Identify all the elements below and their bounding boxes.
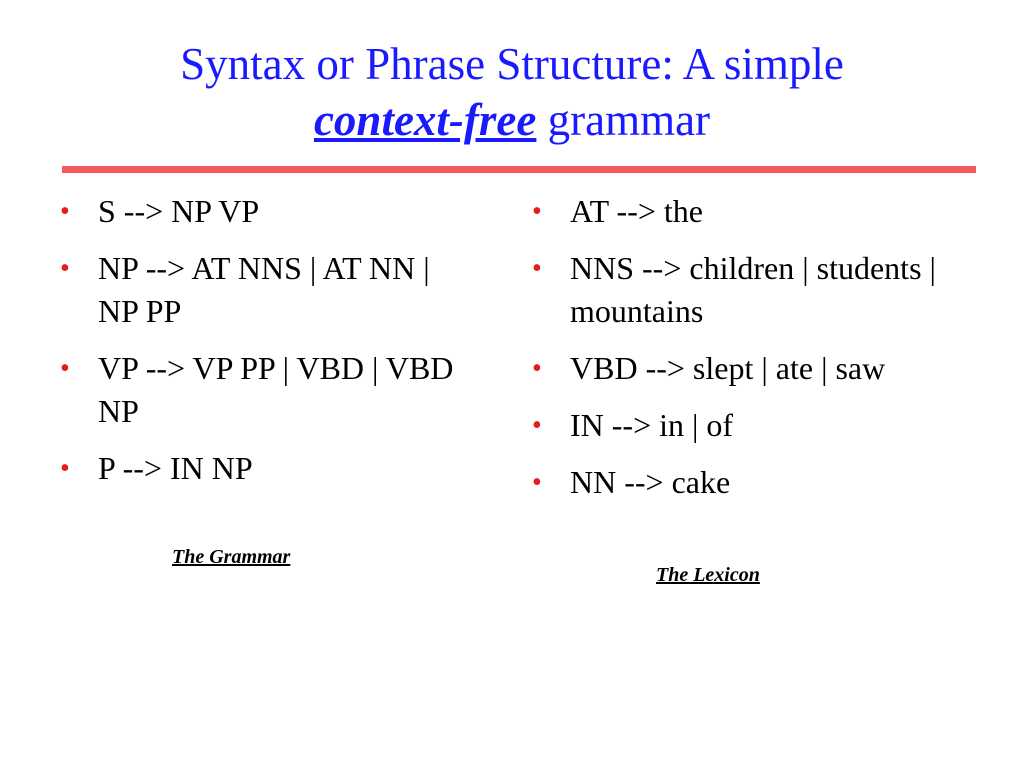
grammar-rule: [56, 247, 476, 333]
lexicon-column: [528, 190, 978, 518]
grammar-rule: [56, 447, 476, 490]
lexicon-rule: [528, 190, 978, 233]
lexicon-rule: [528, 404, 978, 447]
bullet-icon: •: [532, 253, 542, 284]
grammar-column: [56, 190, 476, 504]
bullet-icon: •: [60, 353, 70, 384]
grammar-rule: [56, 190, 476, 233]
bullet-icon: •: [60, 453, 70, 484]
lexicon-rule-text: IN --> in | of: [570, 407, 734, 443]
title-line-1: Syntax or Phrase Structure: A simple: [180, 39, 844, 89]
lexicon-rule-text: VBD --> slept | ate | saw: [570, 350, 886, 386]
grammar-rule: [56, 347, 476, 433]
lexicon-rule: [528, 347, 978, 390]
grammar-rule-text: P --> IN NP: [98, 450, 253, 486]
title-rest: grammar: [536, 95, 711, 145]
lexicon-rule: [528, 247, 978, 333]
bullet-icon: •: [60, 196, 70, 227]
bullet-icon: •: [532, 467, 542, 498]
lexicon-rule-text: NN --> cake: [570, 464, 731, 500]
lexicon-rule: [528, 461, 978, 504]
grammar-rule-text: VP --> VP PP | VBD | VBD NP: [98, 350, 454, 429]
title-emphasis: context-free: [313, 95, 537, 145]
slide-title: [40, 36, 984, 148]
title-line-2: [40, 92, 984, 148]
lexicon-caption: The Lexicon: [656, 564, 760, 586]
bullet-icon: •: [60, 253, 70, 284]
lexicon-list: [528, 190, 978, 504]
title-divider: [62, 166, 976, 173]
bullet-icon: •: [532, 410, 542, 441]
grammar-list: [56, 190, 476, 490]
grammar-caption: The Grammar: [172, 546, 291, 568]
bullet-icon: •: [532, 196, 542, 227]
lexicon-rule-text: NNS --> children | students | mountains: [570, 250, 936, 329]
grammar-rule-text: S --> NP VP: [98, 193, 260, 229]
bullet-icon: •: [532, 353, 542, 384]
grammar-rule-text: NP --> AT NNS | AT NN | NP PP: [98, 250, 430, 329]
lexicon-rule-text: AT --> the: [570, 193, 703, 229]
